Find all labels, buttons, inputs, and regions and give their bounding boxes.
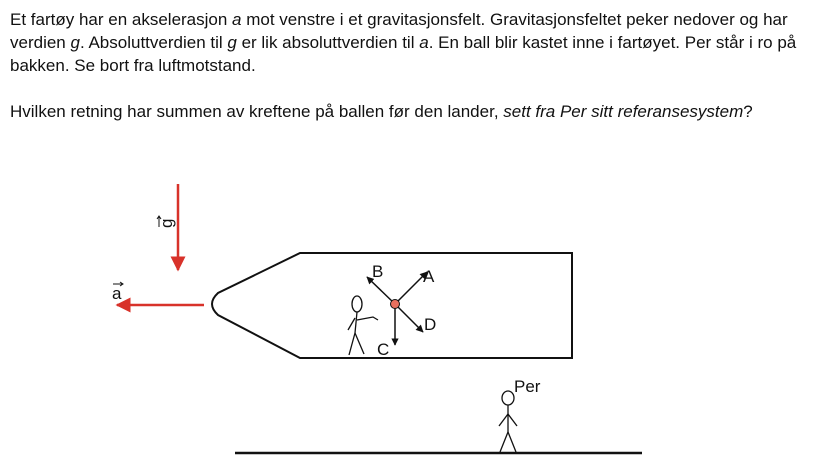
acceleration-label: [112, 282, 123, 303]
ball: [391, 300, 400, 309]
per-figure: [499, 391, 517, 452]
question-paragraph-2: Hvilken retning har summen av kreftene på ballen før den lander, sett fra Per sitt referansesystem?: [10, 102, 753, 121]
option-d-arrow: [395, 304, 423, 332]
option-b-arrow: [367, 277, 395, 304]
thrower-figure: [348, 296, 378, 355]
question-paragraph-1: Et fartøy har en akselerasjon a mot venstre i et gravitasjonsfelt. Gravitasjonsfeltet peker nedover og har verdien g. Absoluttverdien til g er lik absoluttverdien til a. En ball blir kastet inne i fartøyet. Per står i ro på bakken. Se bort fra luftmotstand.: [10, 10, 797, 75]
svg-text:g: g: [157, 218, 176, 228]
option-c-label: C: [377, 340, 390, 359]
gravity-label: [157, 216, 176, 228]
option-d-label: D: [424, 315, 437, 334]
option-b-label: B: [372, 262, 384, 281]
svg-text:a: a: [112, 284, 122, 303]
option-a-label: A: [423, 267, 435, 286]
per-label: Per: [514, 377, 541, 396]
